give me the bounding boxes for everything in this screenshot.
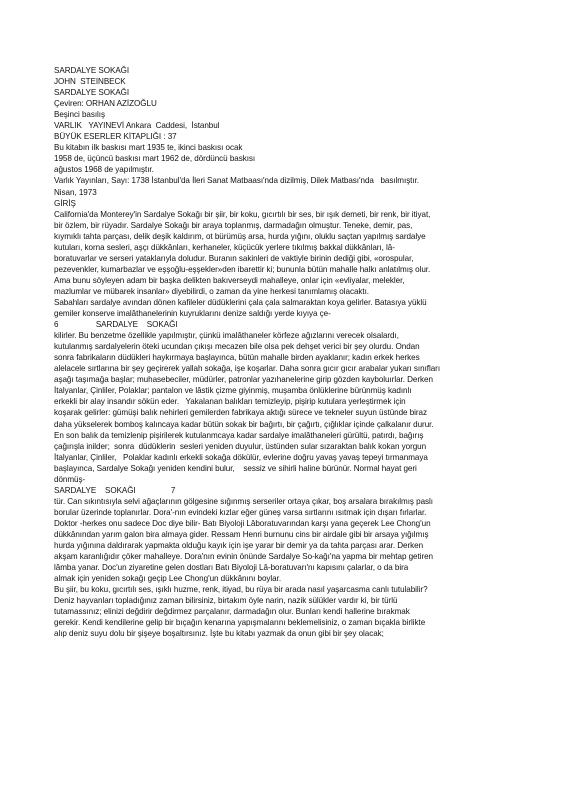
text-line: GİRİŞ [54,198,76,208]
text-line: dönmüş- [54,474,86,484]
text-line: 6 SARDALYE SOKAĞI [54,320,178,330]
text-line: ağustos 1968 de yapılmıştır. [54,165,154,175]
text-line: California'da Monterey'in Sardalye Sokağı bir şiir, bir koku, gıcırtılı bir ses, bir ışık demeti, bir renk, bir itiyat, [54,209,431,219]
text-line: borular üzerinde toplanırlar. Dora'-nın evindeki kızlar eğer güneş varsa sırtlarını ısıtmak için dışarı fırlarlar. [54,507,427,517]
document-text [54,65,506,639]
text-line: boratuvarlar ve serseri yataklarıyla doludur. Buranın sakinleri de vaktiyle birinin dediği gibi, «orospular, [54,253,414,263]
text-line: alıp deniz suyu dolu bir şişeye boşaltırsınız. İşte bu kitabı yazmak da onun gibi bir şey olacak; [54,629,384,639]
text-line: İtalyanlar, Çinliler, Polaklar kadınlı erkekli sokağa dökülür, evlerine doğru yavaş yavaş tepeyi tırmanmaya [54,452,428,462]
text-line: alelacele sırtlarına bir şey geçirerek yallah sokağa, işe koşarlar. Daha sonra gıcır gıcır arabalar yukarı sınıfları [54,364,441,374]
text-line: VARLIK YAYINEVİ Ankara Caddesi, İstanbul [54,121,220,131]
text-line: BÜYÜK ESERLER KİTAPLIĞI : 37 [54,132,177,142]
text-line: bir özlem, bir rüyadır. Sardalye Sokağı bir araya toplanmış, darmadağın olmuştur. Teneke, demir, pas, [54,220,413,230]
text-line: Varlık Yayınları, Sayı: 1738 İstanbul'da İleri Sanat Matbaası'nda dizilmiş, Dilek Matbası'nda basılmıştır. [54,176,419,186]
text-line: JOHN STEINBECK [54,77,126,87]
text-line: Doktor -herkes onu sadece Doc diye bilir- Batı Biyoloji Lâboratuvarından karşı yana geçerek Lee Chong'un [54,518,431,528]
text-line: Bu kitabın ilk baskısı mart 1935 te, ikinci baskısı ocak [54,143,243,153]
text-line: çağırışla inilder; sonra düdüklerin sesleri yeniden duyulur, üstünden sular sızaraktan balık kokan yorgun [54,441,427,451]
text-line: aşağı taşımağa başlar; muhasebeciler, müdürler, patronlar yazıhanelerine girip gözden kayboluırlar. Derken [54,375,433,385]
text-line: kilirler. Bu benzetme özellikle yapılmıştır, çünkü imalâthaneler körfeze ağızlarını verecek olsalardı, [54,331,399,341]
text-line: Sabahları sardalye avından dönen kafileler düdüklerini çala çala salmaraktan koya gelirler. Batasıya yüklü [54,297,427,307]
text-line: başlayınca, Sardalye Sokağı yeniden kendini bulur, sessiz ve sihirli haline bürünür. Normal hayat geri [54,463,417,473]
text-line: gemiler konserve imalâthanelerinin kuyruklarını denize saldığı yerde kıyıya çe- [54,309,331,319]
text-line: lâmba yanar. Doc'un ziyaretine gelen dostları Batı Biyoloji Lâ-boratuvarı'nı kapısını çalarlar, o da bira [54,563,409,573]
text-line: tutamassınız; elinizi değdirir değdirmez parçalanır, darmadağın olur. Bunları kendi hallerine bırakmak [54,607,410,617]
text-line: sonra fabrikaların düdükleri haykırmaya başlayınca, bütün mahalle birden ayaklanır; kadın erkek herkes [54,353,420,363]
text-line: gerekir. Kendi kendilerine gelip bir bıçağın kenarına yapışmalarını beklemelisiniz, o zaman bıçakla birlikte [54,618,426,628]
text-line: tür. Can sıkıntısıyla selvi ağaçlarının gölgesine sığınmış serseriler ortaya çıkar, boş arsalara bırakılmış paslı [54,496,433,506]
text-line: Bu şiir, bu koku, gıcırtılı ses, ışıklı huzme, renk, itiyad, bu rüya bir arada nasıl yaşarcasma canlı tutulabilir? [54,585,428,595]
text-line: Deniz hayvanları topladığınız zaman bilirsiniz, birtakım öyle narin, nazik sülükler vardır ki, bir türlü [54,596,398,606]
text-line: pezevenkler, kumarbazlar ve eşşoğlu-eşşekler»den ibarettir ki; bununla bütün mahalle halkı anlatılmış olur. [54,264,431,274]
text-line: En son balık da temizlenip pişirilerek kutulanmcaya kadar sardalye imalâthaneleri gürültü, patırdı, bağırış [54,430,424,440]
text-line: kutulanmış sardalyelerin öteki ucundan çıkışı mecazen bile olsa pek dehşet verici bir şey olurdu. Ondan [54,342,420,352]
text-line: dükkânından yarım galon bira almaya gider. Ressam Henri burnunu cins bir airdale gibi bir arsaya yığılmış [54,529,429,539]
text-line: Beşinci basılış [54,110,105,120]
text-line: erkekli bir alay insandır sökün eder. Yakalanan balıkları temizleyip, pişirip kutulara yerleştirmek için [54,397,406,407]
text-line: SARDALYE SOKAĞI [54,88,130,98]
text-line: mazlumlar ve mübarek insanlar» diyebilirdi, o zaman da yine herkesi tanımlamış olacaktı. [54,286,369,296]
text-line: Ama bunu söyleyen adam bir başka delikten bakıverseydi mahalleye, onlar için «evliyalar, melekler, [54,275,405,285]
text-line: koşarak gelirler: gümüşi balık nehirleri gemilerden fabrikaya aktığı sürece ve tekneler suyun üstünde biraz [54,408,427,418]
text-line: Çeviren: ORHAN AZİZOĞLU [54,99,157,109]
text-line: 1958 de, üçüncü baskısı mart 1962 de, dördüncü baskısı [54,154,256,164]
text-line: kıymıklı tahta parçası, delik deşik kaldırım, ot bürümüş arsa, hurda yığını, oluklu saçtan yapılmış sardalye [54,231,426,241]
text-line: daha yükselerek bomboş kalıncaya kadar bütün sokak bir bağırtı, bir çağırtı, çığlıklar içinde çalkalanır durur. [54,419,434,429]
text-line: almak için yeniden sokağı geçip Lee Chong'un dükkânını boylar. [54,574,282,584]
text-line: İtalyanlar, Çinliler, Polaklar; pantalon ve lâstik çizme giyinmiş, muşamba önlüklerine bürünmüş kadınlı [54,386,412,396]
text-line: SARDALYE SOKAĞI 7 [54,485,176,495]
text-line: hurda yığınına daldırarak yapmakta olduğu kayık için işe yarar bir demir ya da tahta parçası arar. Derken [54,541,424,551]
text-line: Nisan, 1973 [54,187,97,197]
text-line: SARDALYE SOKAĞI [54,66,130,75]
text-line: akşam karanlığıdır çöker mahalleye. Dora'nın evinin önünde Sardalye So-kağı'na yapma bir mehtap getiren [54,552,434,562]
text-line: kutuları, korna sesleri, aşçı dükkânları, kerhaneler, küçücük yerlere tıkılmış bakkal dükkânları, lâ- [54,242,395,252]
